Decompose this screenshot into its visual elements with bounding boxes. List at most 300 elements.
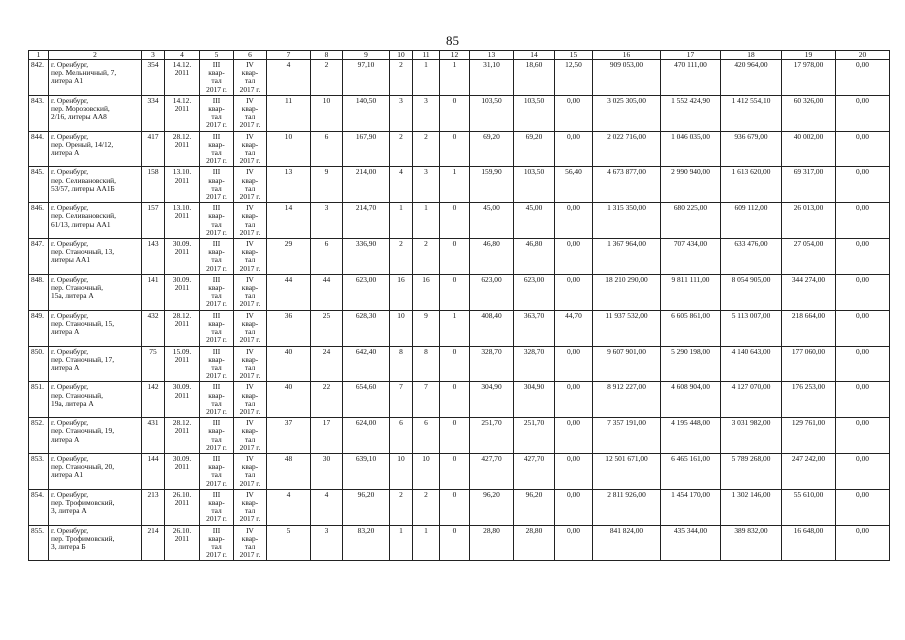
cell-addr (49, 203, 142, 239)
cell-c20: 0,00 (836, 346, 890, 382)
cell-date (165, 525, 200, 561)
cell-c8: 6 (311, 239, 343, 275)
cell-q2 (234, 131, 267, 167)
cell-c8: 9 (311, 167, 343, 203)
cell-line: IV (246, 131, 254, 141)
cell-line: 15.09. (172, 346, 192, 356)
cell-line: тал (244, 148, 256, 158)
cell-line: пер. Станочный, 20, (51, 462, 115, 472)
cell-line: 2011 (174, 283, 190, 293)
cell-line: 2017 г. (206, 299, 227, 309)
cell-line: 2017 г. (239, 550, 261, 560)
cell-c9: 628,30 (343, 310, 390, 346)
cell-c13: 159,90 (470, 167, 514, 203)
column-header-15: 15 (555, 51, 593, 60)
cell-c8: 17 (311, 418, 343, 454)
cell-c19: 69 317,00 (782, 167, 836, 203)
cell-c10: 2 (390, 60, 413, 96)
cell-q2 (234, 203, 267, 239)
cell-line: пер. Мельничный, 7, (51, 68, 117, 78)
cell-line: 3, литера А (51, 506, 87, 516)
cell-q1 (200, 274, 234, 310)
cell-q2 (234, 60, 267, 96)
cell-c10: 7 (390, 382, 413, 418)
cell-q2 (234, 382, 267, 418)
cell-c17: 4 608 904,00 (661, 382, 721, 418)
cell-c18: 936 679,00 (721, 131, 782, 167)
cell-c7: 48 (267, 453, 311, 489)
cell-line: г. Оренбург, (51, 239, 89, 249)
cell-line: тал (244, 434, 256, 444)
cell-c7: 40 (267, 382, 311, 418)
cell-c8: 10 (311, 95, 343, 131)
table-row (29, 95, 890, 131)
cell-line: тал (211, 291, 222, 301)
cell-c13: 427,70 (470, 453, 514, 489)
cell-date (165, 239, 200, 275)
cell-c18: 4 140 643,00 (721, 346, 782, 382)
cell-c7: 44 (267, 274, 311, 310)
cell-line: 26.10. (172, 525, 192, 535)
cell-c11: 1 (413, 525, 440, 561)
column-header-20: 20 (836, 51, 890, 60)
cell-addr (49, 95, 142, 131)
cell-line: III (212, 489, 221, 499)
cell-no: 850. (29, 346, 49, 382)
cell-line: 2/16, литеры АА8 (51, 112, 107, 122)
column-header-10: 10 (390, 51, 413, 60)
cell-c7: 37 (267, 418, 311, 454)
cell-line: квар- (208, 104, 225, 114)
cell-date (165, 95, 200, 131)
cell-c12: 0 (440, 95, 470, 131)
cell-line: г. Оренбург, (51, 167, 89, 177)
cell-line: 2017 г. (239, 263, 261, 273)
cell-c10: 6 (390, 418, 413, 454)
cell-line: IV (246, 95, 254, 105)
cell-c17: 4 195 448,00 (661, 418, 721, 454)
cell-c18: 5 789 268,00 (721, 453, 782, 489)
cell-c14: 103,50 (514, 95, 555, 131)
cell-q2 (234, 167, 267, 203)
cell-line: 2017 г. (206, 550, 227, 560)
cell-date (165, 60, 200, 96)
table-row (29, 203, 890, 239)
cell-date (165, 346, 200, 382)
cell-line: тал (211, 148, 222, 158)
cell-no: 843. (29, 95, 49, 131)
cell-q1 (200, 167, 234, 203)
cell-line: III (212, 60, 221, 69)
cell-date (165, 418, 200, 454)
cell-line: IV (246, 239, 254, 249)
cell-line: тал (211, 219, 222, 229)
cell-line: пер. Селивановский, (51, 175, 116, 185)
cell-line: 2011 (174, 139, 190, 149)
column-header-3: 3 (142, 51, 165, 60)
cell-c7: 4 (267, 60, 311, 96)
cell-date (165, 274, 200, 310)
cell-c3: 75 (142, 346, 165, 382)
table-row (29, 346, 890, 382)
cell-line: литеры АА1 (51, 255, 91, 265)
cell-line: тал (211, 398, 222, 408)
cell-line: квар- (241, 318, 259, 328)
cell-c3: 157 (142, 203, 165, 239)
cell-line: 15а, литера А (51, 291, 94, 301)
column-header-9: 9 (343, 51, 390, 60)
cell-line: 13.10. (172, 203, 192, 213)
cell-line: литера А (51, 434, 80, 444)
cell-date (165, 382, 200, 418)
cell-line: квар- (241, 426, 259, 436)
cell-line: тал (211, 112, 222, 122)
cell-line: пер. Станочный, 17, (51, 354, 115, 364)
cell-line: 2011 (174, 426, 190, 436)
cell-c19: 27 054,00 (782, 239, 836, 275)
cell-c12: 1 (440, 60, 470, 96)
column-header-14: 14 (514, 51, 555, 60)
cell-no: 846. (29, 203, 49, 239)
cell-c9: 654,60 (343, 382, 390, 418)
cell-c11: 2 (413, 239, 440, 275)
cell-c20: 0,00 (836, 418, 890, 454)
cell-c12: 0 (440, 346, 470, 382)
cell-c16: 9 607 901,00 (593, 346, 661, 382)
cell-line: 2017 г. (239, 335, 261, 345)
cell-c17: 2 990 940,00 (661, 167, 721, 203)
cell-c11: 2 (413, 131, 440, 167)
cell-c14: 69,20 (514, 131, 555, 167)
cell-date (165, 131, 200, 167)
cell-line: 30.09. (172, 239, 192, 249)
cell-line: г. Оренбург, (51, 310, 89, 320)
cell-c19: 16 648,00 (782, 525, 836, 561)
cell-c3: 144 (142, 453, 165, 489)
cell-c3: 141 (142, 274, 165, 310)
cell-c14: 28,80 (514, 525, 555, 561)
cell-c16: 18 210 290,00 (593, 274, 661, 310)
cell-line: III (212, 310, 221, 320)
table-row (29, 525, 890, 561)
cell-addr (49, 453, 142, 489)
table-row (29, 131, 890, 167)
cell-c9: 167,90 (343, 131, 390, 167)
cell-c14: 328,70 (514, 346, 555, 382)
column-header-1: 1 (29, 51, 49, 60)
column-header-5: 5 (200, 51, 234, 60)
cell-line: квар- (208, 211, 225, 221)
cell-c19: 176 253,00 (782, 382, 836, 418)
cell-c8: 25 (311, 310, 343, 346)
cell-q2 (234, 239, 267, 275)
cell-c8: 2 (311, 60, 343, 96)
cell-c18: 1 302 146,00 (721, 489, 782, 525)
cell-c12: 0 (440, 489, 470, 525)
cell-line: тал (244, 76, 256, 86)
cell-c7: 10 (267, 131, 311, 167)
cell-line: пер. Морозовский, (51, 104, 110, 114)
cell-c18: 1 613 620,00 (721, 167, 782, 203)
cell-q2 (234, 274, 267, 310)
cell-c7: 14 (267, 203, 311, 239)
cell-c13: 28,80 (470, 525, 514, 561)
cell-c15: 0,00 (555, 95, 593, 131)
cell-line: квар- (241, 68, 259, 78)
cell-line: 28.12. (172, 418, 192, 428)
cell-c15: 56,40 (555, 167, 593, 203)
cell-c9: 624,00 (343, 418, 390, 454)
cell-line: тал (244, 362, 256, 372)
cell-c14: 103,50 (514, 167, 555, 203)
cell-line: III (212, 95, 221, 105)
cell-c18: 3 031 982,00 (721, 418, 782, 454)
cell-c15: 0,00 (555, 418, 593, 454)
cell-c7: 36 (267, 310, 311, 346)
table-row (29, 239, 890, 275)
cell-q1 (200, 418, 234, 454)
cell-c13: 328,70 (470, 346, 514, 382)
cell-q2 (234, 310, 267, 346)
cell-c10: 8 (390, 346, 413, 382)
cell-line: квар- (208, 283, 225, 293)
table-row (29, 310, 890, 346)
table-row (29, 418, 890, 454)
cell-c10: 4 (390, 167, 413, 203)
cell-line: тал (211, 255, 222, 265)
cell-c19: 55 610,00 (782, 489, 836, 525)
cell-c19: 60 326,00 (782, 95, 836, 131)
cell-c9: 336,90 (343, 239, 390, 275)
cell-q1 (200, 525, 234, 561)
column-header-8: 8 (311, 51, 343, 60)
cell-c15: 44,70 (555, 310, 593, 346)
cell-c19: 40 002,00 (782, 131, 836, 167)
cell-c20: 0,00 (836, 203, 890, 239)
cell-line: III (212, 525, 221, 535)
cell-c18: 609 112,00 (721, 203, 782, 239)
cell-c17: 435 344,00 (661, 525, 721, 561)
cell-q1 (200, 489, 234, 525)
cell-line: пер. Ореный, 14/12, (51, 139, 114, 149)
cell-c10: 16 (390, 274, 413, 310)
cell-c18: 633 476,00 (721, 239, 782, 275)
cell-line: 2011 (174, 175, 190, 185)
cell-line: IV (246, 60, 254, 69)
cell-c12: 0 (440, 274, 470, 310)
cell-line: г. Оренбург, (51, 131, 89, 141)
cell-line: квар- (241, 354, 259, 364)
cell-c10: 1 (390, 203, 413, 239)
cell-c14: 96,20 (514, 489, 555, 525)
cell-line: IV (246, 489, 254, 499)
cell-c12: 1 (440, 310, 470, 346)
cell-line: 2017 г. (206, 227, 227, 237)
cell-c7: 11 (267, 95, 311, 131)
cell-c18: 8 054 905,00 (721, 274, 782, 310)
cell-q1 (200, 60, 234, 96)
cell-c13: 31,10 (470, 60, 514, 96)
cell-line: пер. Станочный, (51, 283, 103, 293)
cell-line: IV (246, 274, 254, 284)
cell-c9: 623,00 (343, 274, 390, 310)
cell-c18: 420 964,00 (721, 60, 782, 96)
cell-date (165, 310, 200, 346)
cell-line: 2017 г. (239, 84, 261, 94)
cell-c18: 5 113 007,00 (721, 310, 782, 346)
cell-line: квар- (208, 426, 225, 436)
cell-line: 2017 г. (239, 120, 261, 130)
cell-line: тал (244, 398, 256, 408)
cell-c11: 16 (413, 274, 440, 310)
cell-line: 2017 г. (239, 299, 261, 309)
cell-line: 19а, литера А (51, 398, 94, 408)
cell-c7: 13 (267, 167, 311, 203)
cell-c20: 0,00 (836, 525, 890, 561)
cell-c16: 7 357 191,00 (593, 418, 661, 454)
cell-line: пер. Станочный, (51, 390, 103, 400)
cell-line: 2017 г. (206, 156, 227, 166)
cell-line: 2017 г. (206, 120, 227, 130)
cell-date (165, 167, 200, 203)
cell-line: тал (244, 470, 256, 480)
cell-line: тал (211, 76, 222, 86)
cell-line: тал (244, 183, 256, 193)
cell-line: 14.12. (172, 95, 192, 105)
cell-line: 2017 г. (239, 514, 261, 524)
cell-line: квар- (241, 175, 259, 185)
cell-c18: 1 412 554,10 (721, 95, 782, 131)
cell-line: III (212, 131, 221, 141)
cell-q1 (200, 382, 234, 418)
cell-c11: 1 (413, 203, 440, 239)
cell-line: 2017 г. (206, 514, 227, 524)
cell-c18: 389 832,00 (721, 525, 782, 561)
cell-line: 26.10. (172, 489, 192, 499)
column-header-7: 7 (267, 51, 311, 60)
cell-c14: 623,00 (514, 274, 555, 310)
cell-no: 848. (29, 274, 49, 310)
cell-c3: 143 (142, 239, 165, 275)
cell-line: 2011 (174, 318, 190, 328)
page-number: 85 (446, 33, 459, 48)
cell-c20: 0,00 (836, 60, 890, 96)
column-header-17: 17 (661, 51, 721, 60)
cell-line: 30.09. (172, 274, 192, 284)
cell-line: литера А (51, 362, 80, 372)
table-row (29, 274, 890, 310)
cell-line: 2017 г. (206, 192, 227, 202)
cell-q1 (200, 239, 234, 275)
cell-line: 2011 (174, 354, 190, 364)
cell-line: 3, литера Б (51, 541, 86, 551)
cell-line: III (212, 346, 221, 356)
cell-c13: 408,40 (470, 310, 514, 346)
cell-line: III (212, 203, 221, 213)
column-header-12: 12 (440, 51, 470, 60)
cell-line: пер. Станочный, 13, (51, 247, 115, 257)
cell-line: г. Оренбург, (51, 525, 89, 535)
cell-c20: 0,00 (836, 239, 890, 275)
cell-c19: 218 664,00 (782, 310, 836, 346)
cell-line: г. Оренбург, (51, 489, 89, 499)
cell-line: литера А (51, 148, 80, 158)
cell-line: III (212, 382, 221, 392)
cell-line: квар- (241, 283, 259, 293)
cell-c16: 2 811 926,00 (593, 489, 661, 525)
cell-c15: 0,00 (555, 203, 593, 239)
cell-line: квар- (208, 533, 225, 543)
cell-line: 2017 г. (206, 406, 227, 416)
cell-c16: 12 501 671,00 (593, 453, 661, 489)
cell-c11: 6 (413, 418, 440, 454)
cell-c19: 344 274,00 (782, 274, 836, 310)
column-header-16: 16 (593, 51, 661, 60)
cell-c7: 40 (267, 346, 311, 382)
cell-c3: 158 (142, 167, 165, 203)
table-row (29, 382, 890, 418)
cell-c19: 129 761,00 (782, 418, 836, 454)
cell-c12: 0 (440, 418, 470, 454)
cell-line: III (212, 418, 221, 428)
cell-c19: 17 978,00 (782, 60, 836, 96)
cell-line: 61/13, литеры АА1 (51, 219, 111, 229)
cell-q2 (234, 453, 267, 489)
cell-date (165, 453, 200, 489)
cell-c19: 26 013,00 (782, 203, 836, 239)
cell-line: г. Оренбург, (51, 60, 89, 69)
cell-c14: 251,70 (514, 418, 555, 454)
cell-q2 (234, 95, 267, 131)
cell-line: 2011 (174, 211, 190, 221)
cell-line: квар- (241, 533, 259, 543)
cell-line: тал (244, 291, 256, 301)
cell-c16: 909 053,00 (593, 60, 661, 96)
cell-line: литера А (51, 327, 80, 337)
table-row (29, 453, 890, 489)
cell-c17: 6 605 861,00 (661, 310, 721, 346)
cell-c19: 177 060,00 (782, 346, 836, 382)
cell-line: IV (246, 382, 254, 392)
cell-c11: 1 (413, 60, 440, 96)
cell-line: 2017 г. (206, 442, 227, 452)
cell-line: тал (211, 470, 222, 480)
cell-c10: 10 (390, 453, 413, 489)
cell-c20: 0,00 (836, 453, 890, 489)
table-row (29, 167, 890, 203)
cell-no: 853. (29, 453, 49, 489)
cell-c13: 623,00 (470, 274, 514, 310)
cell-c13: 69,20 (470, 131, 514, 167)
cell-line: квар- (241, 390, 259, 400)
cell-line: 2017 г. (206, 335, 227, 345)
cell-c19: 247 242,00 (782, 453, 836, 489)
cell-c20: 0,00 (836, 131, 890, 167)
cell-c15: 0,00 (555, 489, 593, 525)
cell-line: литера А1 (51, 76, 84, 86)
cell-c20: 0,00 (836, 489, 890, 525)
cell-c11: 3 (413, 167, 440, 203)
cell-line: пер. Трофимовский, (51, 533, 115, 543)
table-row (29, 489, 890, 525)
cell-c16: 4 673 877,00 (593, 167, 661, 203)
cell-line: квар- (208, 354, 225, 364)
cell-c3: 431 (142, 418, 165, 454)
cell-c16: 841 824,00 (593, 525, 661, 561)
cell-date (165, 203, 200, 239)
cell-c15: 0,00 (555, 346, 593, 382)
cell-line: тал (244, 506, 256, 516)
